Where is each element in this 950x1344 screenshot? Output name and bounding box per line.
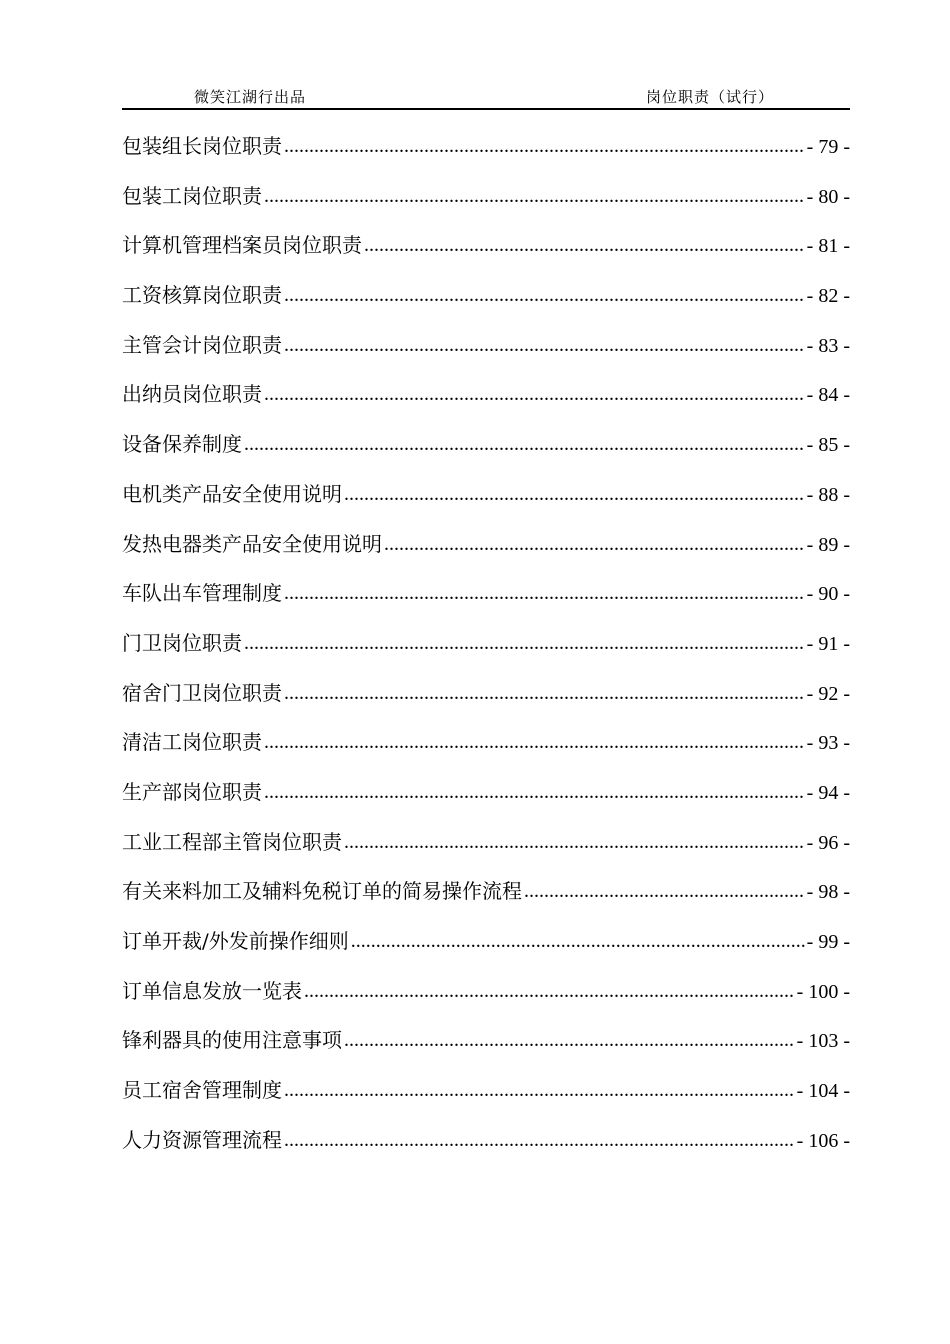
- toc-entry-page: - 85 -: [806, 434, 850, 457]
- toc-leader-dots: [351, 923, 805, 960]
- toc-leader-dots: [264, 376, 805, 413]
- toc-entry-title: 生产部岗位职责: [122, 779, 262, 804]
- toc-entry-page: - 83 -: [806, 334, 850, 357]
- toc-leader-dots: [284, 128, 805, 165]
- toc-entry-title: 包装组长岗位职责: [122, 134, 282, 158]
- toc-leader-dots: [264, 178, 805, 215]
- toc-entry-page: - 96 -: [806, 831, 850, 854]
- toc-entry-title: 车队出车管理制度: [122, 581, 282, 606]
- toc-entry[interactable]: [122, 178, 850, 228]
- toc-leader-dots: [244, 426, 805, 463]
- toc-entry-title: 锋利器具的使用注意事项: [122, 1028, 342, 1053]
- toc-entry-title: 人力资源管理流程: [122, 1127, 282, 1152]
- toc-entry-title: 宿舍门卫岗位职责: [122, 680, 282, 705]
- toc-entry-page: - 84 -: [806, 384, 850, 407]
- toc-entry[interactable]: [122, 128, 850, 178]
- toc-entry-page: - 79 -: [806, 136, 850, 158]
- toc-leader-dots: [344, 476, 805, 513]
- toc-entry-title: 发热电器类产品安全使用说明: [122, 531, 382, 556]
- header-document-title: 岗位职责（试行）: [646, 88, 775, 106]
- toc-entry[interactable]: [122, 774, 850, 824]
- toc-entry[interactable]: [122, 625, 850, 675]
- toc-entry[interactable]: [122, 1022, 850, 1072]
- toc-entry[interactable]: [122, 675, 850, 725]
- toc-entry-page: - 90 -: [806, 583, 850, 606]
- toc-entry[interactable]: [122, 824, 850, 874]
- toc-entry-title: 清洁工岗位职责: [122, 730, 262, 755]
- toc-leader-dots: [344, 1022, 795, 1059]
- toc-entry-title: 出纳员岗位职责: [122, 382, 262, 407]
- toc-leader-dots: [304, 973, 795, 1010]
- toc-entry-title: 工资核算岗位职责: [122, 283, 282, 308]
- toc-entry-page: - 92 -: [806, 682, 850, 705]
- toc-entry-page: - 106 -: [796, 1129, 850, 1152]
- toc-entry-title: 主管会计岗位职责: [122, 332, 282, 357]
- toc-entry-title: 包装工岗位职责: [122, 183, 262, 208]
- toc-entry[interactable]: [122, 724, 850, 774]
- toc-leader-dots: [264, 774, 805, 811]
- toc-entry-page: - 99 -: [806, 931, 850, 953]
- toc-entry-page: - 98 -: [806, 881, 850, 904]
- table-of-contents: [122, 128, 850, 1171]
- toc-entry-title: 门卫岗位职责: [122, 630, 242, 655]
- toc-leader-dots: [284, 327, 805, 364]
- toc-entry[interactable]: [122, 476, 850, 526]
- toc-entry-title: 计算机管理档案员岗位职责: [122, 233, 362, 258]
- toc-entry-title: 员工宿舍管理制度: [122, 1078, 282, 1103]
- toc-leader-dots: [244, 625, 805, 662]
- toc-entry-page: - 81 -: [806, 235, 850, 258]
- toc-entry[interactable]: [122, 376, 850, 426]
- toc-entry-page: - 103 -: [796, 1030, 850, 1053]
- toc-entry-title: 工业工程部主管岗位职责: [122, 829, 342, 854]
- toc-leader-dots: [284, 1072, 795, 1109]
- toc-leader-dots: [264, 724, 805, 761]
- toc-leader-dots: [284, 1122, 795, 1159]
- toc-entry[interactable]: [122, 327, 850, 377]
- toc-entry[interactable]: [122, 575, 850, 625]
- toc-entry-title: 电机类产品安全使用说明: [122, 481, 342, 506]
- toc-entry-title: 订单信息发放一览表: [122, 978, 302, 1003]
- toc-entry-page: - 91 -: [806, 632, 850, 655]
- toc-entry-page: - 104 -: [796, 1080, 850, 1103]
- toc-leader-dots: [384, 526, 805, 563]
- toc-entry[interactable]: [122, 973, 850, 1023]
- toc-entry[interactable]: [122, 526, 850, 576]
- toc-leader-dots: [344, 824, 805, 861]
- toc-entry-title: 设备保养制度: [122, 432, 242, 457]
- toc-entry[interactable]: [122, 426, 850, 476]
- toc-entry[interactable]: [122, 227, 850, 277]
- toc-leader-dots: [284, 675, 805, 712]
- toc-entry-title: 有关来料加工及辅料免税订单的简易操作流程: [122, 879, 522, 904]
- toc-entry-title: 订单开裁/外发前操作细则: [122, 929, 349, 953]
- toc-entry-page: - 94 -: [806, 781, 850, 804]
- toc-entry[interactable]: [122, 873, 850, 923]
- toc-entry-page: - 82 -: [806, 285, 850, 308]
- toc-entry-page: - 89 -: [806, 533, 850, 556]
- toc-entry-page: - 100 -: [796, 980, 850, 1003]
- toc-entry[interactable]: [122, 1122, 850, 1172]
- toc-leader-dots: [284, 277, 805, 314]
- toc-entry[interactable]: [122, 277, 850, 327]
- toc-leader-dots: [524, 873, 805, 910]
- toc-entry-page: - 88 -: [806, 483, 850, 506]
- page-header: [122, 84, 850, 110]
- toc-entry-page: - 80 -: [806, 185, 850, 208]
- toc-entry[interactable]: [122, 1072, 850, 1122]
- toc-leader-dots: [364, 227, 805, 264]
- toc-entry[interactable]: [122, 923, 850, 973]
- toc-leader-dots: [284, 575, 805, 612]
- header-publisher: 微笑江湖行出品: [194, 88, 307, 106]
- toc-entry-page: - 93 -: [806, 732, 850, 755]
